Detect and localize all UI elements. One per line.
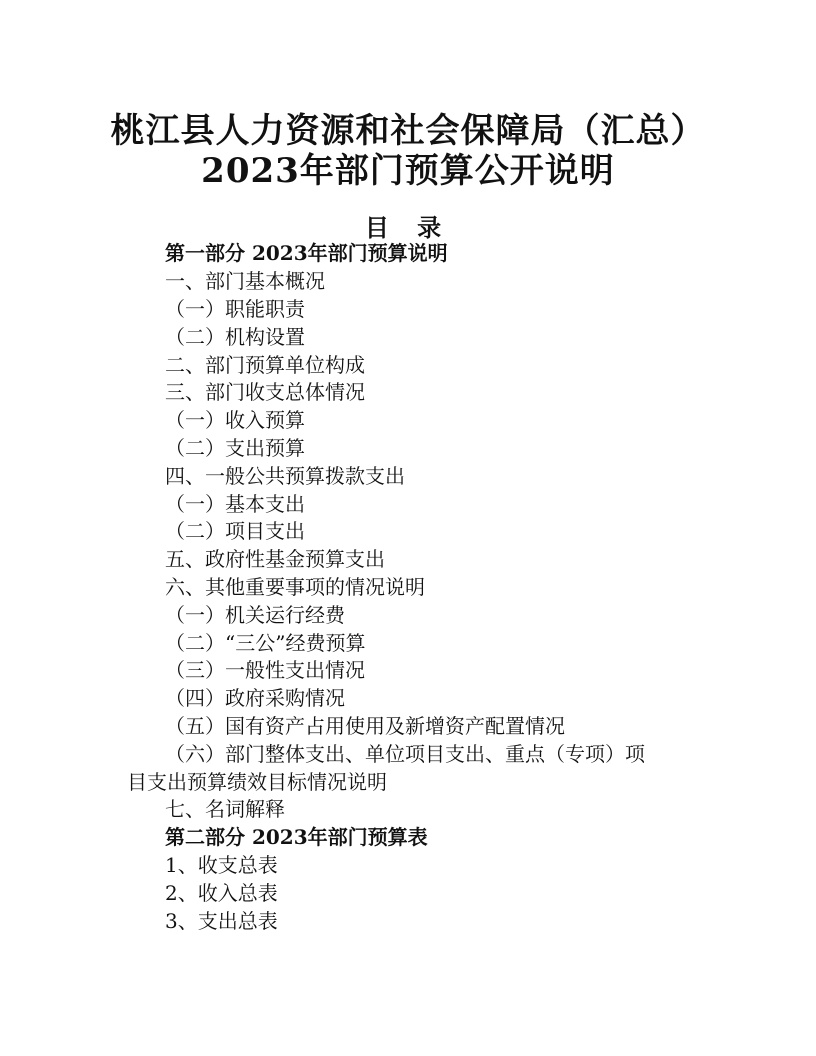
toc-item: 三、部门收支总体情况 [165,380,365,404]
toc-item: （二）“三公”经费预算 [165,631,366,655]
toc-item: （一）基本支出 [165,492,305,516]
toc-item: （一）职能职责 [165,297,305,321]
toc-item: （三）一般性支出情况 [165,658,365,682]
toc-item: （二）支出预算 [165,436,305,460]
toc-item: 2、收入总表 [165,881,278,905]
toc-item: （二）项目支出 [165,519,305,543]
toc-item: 五、政府性基金预算支出 [165,547,385,571]
toc-item: 一、部门基本概况 [165,269,325,293]
toc-item: 七、名词解释 [165,797,285,821]
toc-item: （五）国有资产占用使用及新增资产配置情况 [165,714,565,738]
toc-item: （一）收入预算 [165,408,305,432]
toc-item: （六）部门整体支出、单位项目支出、重点（专项）项 [165,742,645,766]
toc-item: 四、一般公共预算拨款支出 [165,464,405,488]
toc-item: 二、部门预算单位构成 [165,353,365,377]
toc-part-2: 第二部分 2023年部门预算表 [165,825,428,849]
toc-item: （一）机关运行经费 [165,603,345,627]
toc-item: 六、其他重要事项的情况说明 [165,575,425,599]
toc-heading: 目 录 [364,213,452,242]
toc-item: （四）政府采购情况 [165,686,345,710]
toc-item: （二）机构设置 [165,325,305,349]
toc-part-1: 第一部分 2023年部门预算说明 [165,241,448,265]
toc-item-continuation: 目支出预算绩效目标情况说明 [127,770,387,794]
toc-item: 3、支出总表 [165,909,278,933]
document-title-line-2: 2023年部门预算公开说明 [201,151,615,191]
document-title-line-1: 桃江县人力资源和社会保障局（汇总） [110,111,706,151]
toc-item: 1、收支总表 [165,853,278,877]
